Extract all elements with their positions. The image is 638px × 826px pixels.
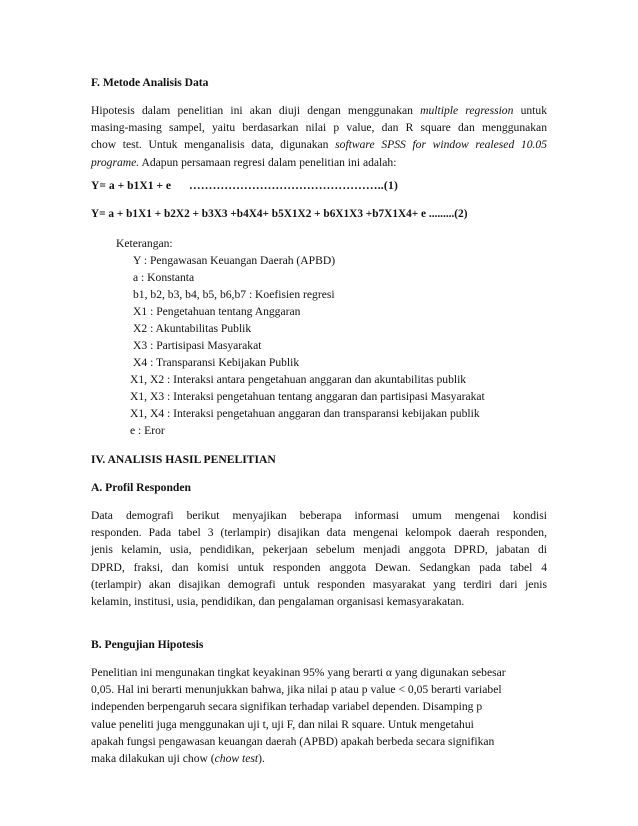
interaksi-item: X1, X4 : Interaksi pengetahuan anggaran dan transparansi kebijakan publik: [130, 407, 480, 420]
paragraph-line: (terlampir) akan disajikan demografi untuk responden masyarakat yang terdiri dari jenis: [91, 577, 547, 591]
paragraph-line: [91, 119, 547, 136]
paragraph-line: [91, 136, 547, 153]
paragraph-line: independen berpengaruh secara signifikan terhadap variabel dependen. Disamping p: [91, 700, 483, 714]
keterangan-item: a : Konstanta: [133, 271, 195, 284]
paragraph-line: DPRD, fraksi, dan komisi untuk responden anggota Dewan. Sedangkan pada tabel 4: [91, 560, 547, 574]
section-a-heading: A. Profil Responden: [91, 481, 191, 494]
italic-text-run: multiple regression: [420, 104, 514, 117]
keterangan-item: b1, b2, b3, b4, b5, b6,b7 : Koefisien regresi: [133, 288, 335, 301]
section-b-heading: B. Pengujian Hipotesis: [91, 638, 204, 651]
section-f-paragraph: [91, 102, 547, 171]
paragraph-line: jenis kelamin, usia, pendidikan, pekerjaan sebelum menjadi anggota DPRD, jabatan di: [91, 543, 547, 557]
italic-text-run: programe.: [91, 155, 140, 169]
paragraph-line: value peneliti juga menggunakan uji t, uji F, dan nilai R square. Untuk mengetahui: [91, 717, 474, 731]
text-run: chow test. Untuk menganalisis data, digunakan: [91, 138, 336, 152]
interaksi-item: X1, X3 : Interaksi pengetahuan tentang anggaran dan partisipasi Masyarakat: [130, 390, 485, 403]
paragraph-line: [91, 102, 547, 119]
text-run: untuk: [513, 104, 547, 117]
interaksi-item: X1, X2 : Interaksi antara pengetahuan anggaran dan akuntabilitas publik: [130, 373, 467, 386]
section-iv-heading: IV. ANALISIS HASIL PENELITIAN: [91, 453, 276, 466]
paragraph-line: apakah fungsi pengawasan keuangan daerah (APBD) apakah berbeda secara signifikan: [91, 734, 495, 748]
keterangan-item: Y : Pengawasan Keuangan Daerah (APBD): [133, 254, 336, 267]
text-run: Adapun persamaan regresi dalam penelitian ini adalah:: [139, 155, 397, 169]
keterangan-item: X1 : Pengetahuan tentang Anggaran: [133, 305, 301, 318]
text-run: ).: [258, 751, 265, 765]
equation-1-number: …………………………………………..(1): [189, 179, 399, 192]
text-run: maka dilakukan uji chow (: [91, 751, 215, 765]
keterangan-item: X4 : Transparansi Kebijakan Publik: [133, 356, 300, 369]
paragraph-line: kelamin, institusi, usia, pendidikan, dan pengalaman organisasi kemasyarakatan.: [91, 594, 465, 608]
interaksi-item: e : Eror: [130, 424, 165, 437]
text-run: masing-masing sampel, yaitu berdasarkan nilai p value, dan R square dan menggunakan: [91, 121, 547, 135]
paragraph-line: responden. Pada tabel 3 (terlampir) disajikan data mengenai kelompok daerah responden,: [91, 526, 547, 540]
equation-1-formula: Y= a + b1X1 + e: [91, 179, 172, 192]
paragraph-line: [91, 750, 547, 767]
keterangan-item: X2 : Akuntabilitas Publik: [133, 322, 252, 335]
text-run: Hipotesis dalam penelitian ini akan diuji dengan menggunakan: [91, 104, 421, 117]
paragraph-line: Penelitian ini mengunakan tingkat keyakinan 95% yang berarti α yang digunakan sebesar: [91, 666, 506, 679]
equation-1: [91, 177, 547, 194]
italic-text-run: chow test: [214, 751, 259, 765]
section-a-paragraph: [91, 507, 547, 610]
keterangan-item: X3 : Partisipasi Masyarakat: [133, 339, 262, 352]
paragraph-line: [91, 154, 547, 171]
paragraph-line: Data demografi berikut menyajikan beberapa informasi umum mengenai kondisi: [91, 509, 547, 522]
equation-2: Y= a + b1X1 + b2X2 + b3X3 +b4X4+ b5X1X2 + b6X1X3 +b7X1X4+ e .........(2): [91, 208, 468, 220]
italic-text-run: software SPSS for window realesed 10.05: [335, 138, 547, 152]
section-b-paragraph: [91, 664, 547, 767]
section-f-heading: F. Metode Analisis Data: [91, 76, 209, 89]
keterangan-label: Keterangan:: [116, 237, 173, 250]
paragraph-line: 0,05. Hal ini berarti menunjukkan bahwa, jika nilai p atau p value < 0,05 berarti variabel: [91, 683, 502, 697]
